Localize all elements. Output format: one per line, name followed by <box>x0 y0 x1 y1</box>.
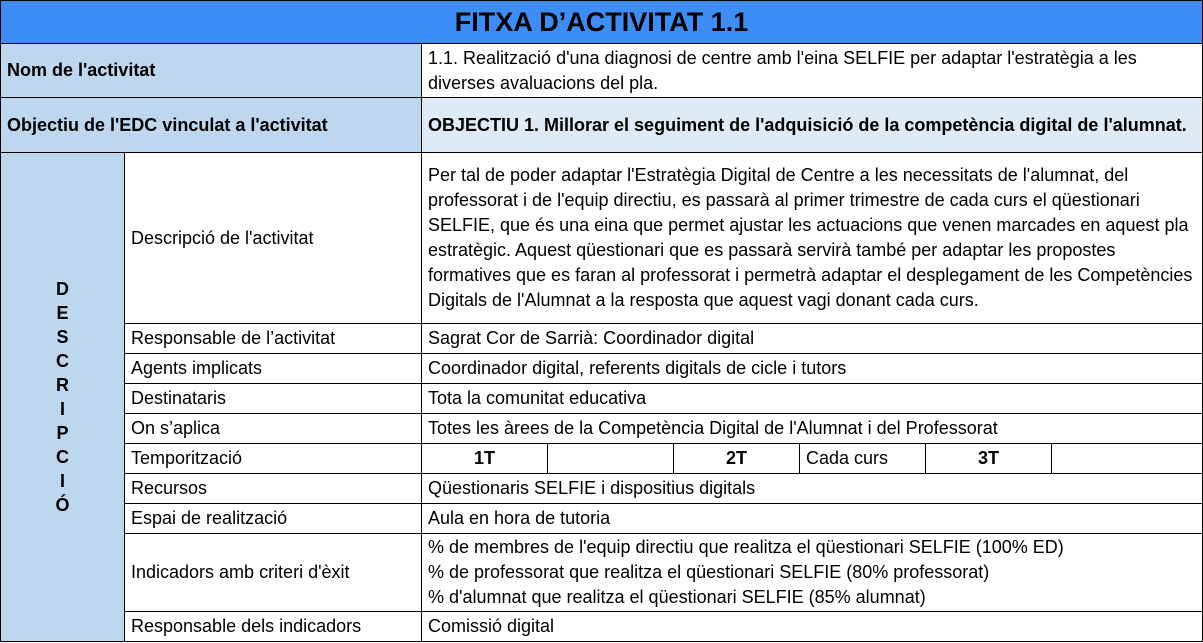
timing-t2: 2T <box>674 444 800 474</box>
agents-label: Agents implicats <box>125 354 422 384</box>
description-label: Descripció de l'activitat <box>125 153 422 324</box>
activity-name-label: Nom de l'activitat <box>1 44 422 98</box>
location-value: Aula en hora de tutoria <box>422 504 1203 534</box>
vertical-letters: D E S C R I P C I Ó <box>55 278 70 515</box>
recipients-label: Destinataris <box>125 384 422 414</box>
objective-value: OBJECTIU 1. Millorar el seguiment de l'adquisició de la competència digital de l'alumnat. <box>422 98 1203 153</box>
indicators-value <box>422 534 1203 612</box>
resources-label: Recursos <box>125 474 422 504</box>
description-side-label <box>1 153 125 642</box>
timing-t2-note: Cada curs <box>800 444 926 474</box>
responsible-label: Responsable de l’activitat <box>125 324 422 354</box>
activity-name-value: 1.1. Realització d'una diagnosi de centre amb l'eina SELFIE per adaptar l'estratègia a les diverses avaluacions del pla. <box>422 44 1203 98</box>
indicator-line: % d'alumnat que realitza el qüestionari SELFIE (85% alumnat) <box>428 587 926 607</box>
location-label: Espai de realització <box>125 504 422 534</box>
scope-value: Totes les àrees de la Competència Digital de l'Alumnat i del Professorat <box>422 414 1203 444</box>
indicators-responsible-label: Responsable dels indicadors <box>125 612 422 642</box>
recipients-value: Tota la comunitat educativa <box>422 384 1203 414</box>
indicators-label: Indicadors amb criteri d'èxit <box>125 534 422 612</box>
objective-label: Objectiu de l'EDC vinculat a l'activitat <box>1 98 422 153</box>
timing-t1-note <box>548 444 674 474</box>
timing-t1: 1T <box>422 444 548 474</box>
timing-t3: 3T <box>926 444 1052 474</box>
scope-label: On s’aplica <box>125 414 422 444</box>
timing-label: Temporització <box>125 444 422 474</box>
description-value: Per tal de poder adaptar l'Estratègia Digital de Centre a les necessitats de l'alumnat, del professorat i de l'equip directiu, es passarà al primer trimestre de cada curs el qüestionari SELFIE, que és una eina que permet ajustar les actuacions que venen marcades en aquest pla estratègic. Aquest qüestionari que es passarà servirà també per adaptar les propostes formatives que es faran al professorat i permetrà adaptar el desplegament de les Competències Digitals de l'Alumnat a la resposta que aquest vagi donant cada curs. <box>422 153 1203 324</box>
indicator-line: % de membres de l'equip directiu que realitza el qüestionari SELFIE (100% ED) <box>428 537 1064 557</box>
indicator-line: % de professorat que realitza el qüestionari SELFIE (80% professorat) <box>428 562 990 582</box>
resources-value: Qüestionaris SELFIE i dispositius digitals <box>422 474 1203 504</box>
responsible-value: Sagrat Cor de Sarrià: Coordinador digital <box>422 324 1203 354</box>
indicators-responsible-value: Comissió digital <box>422 612 1203 642</box>
agents-value: Coordinador digital, referents digitals de cicle i tutors <box>422 354 1203 384</box>
sheet-title: FITXA D’ACTIVITAT 1.1 <box>1 1 1203 44</box>
timing-t3-note <box>1052 444 1203 474</box>
